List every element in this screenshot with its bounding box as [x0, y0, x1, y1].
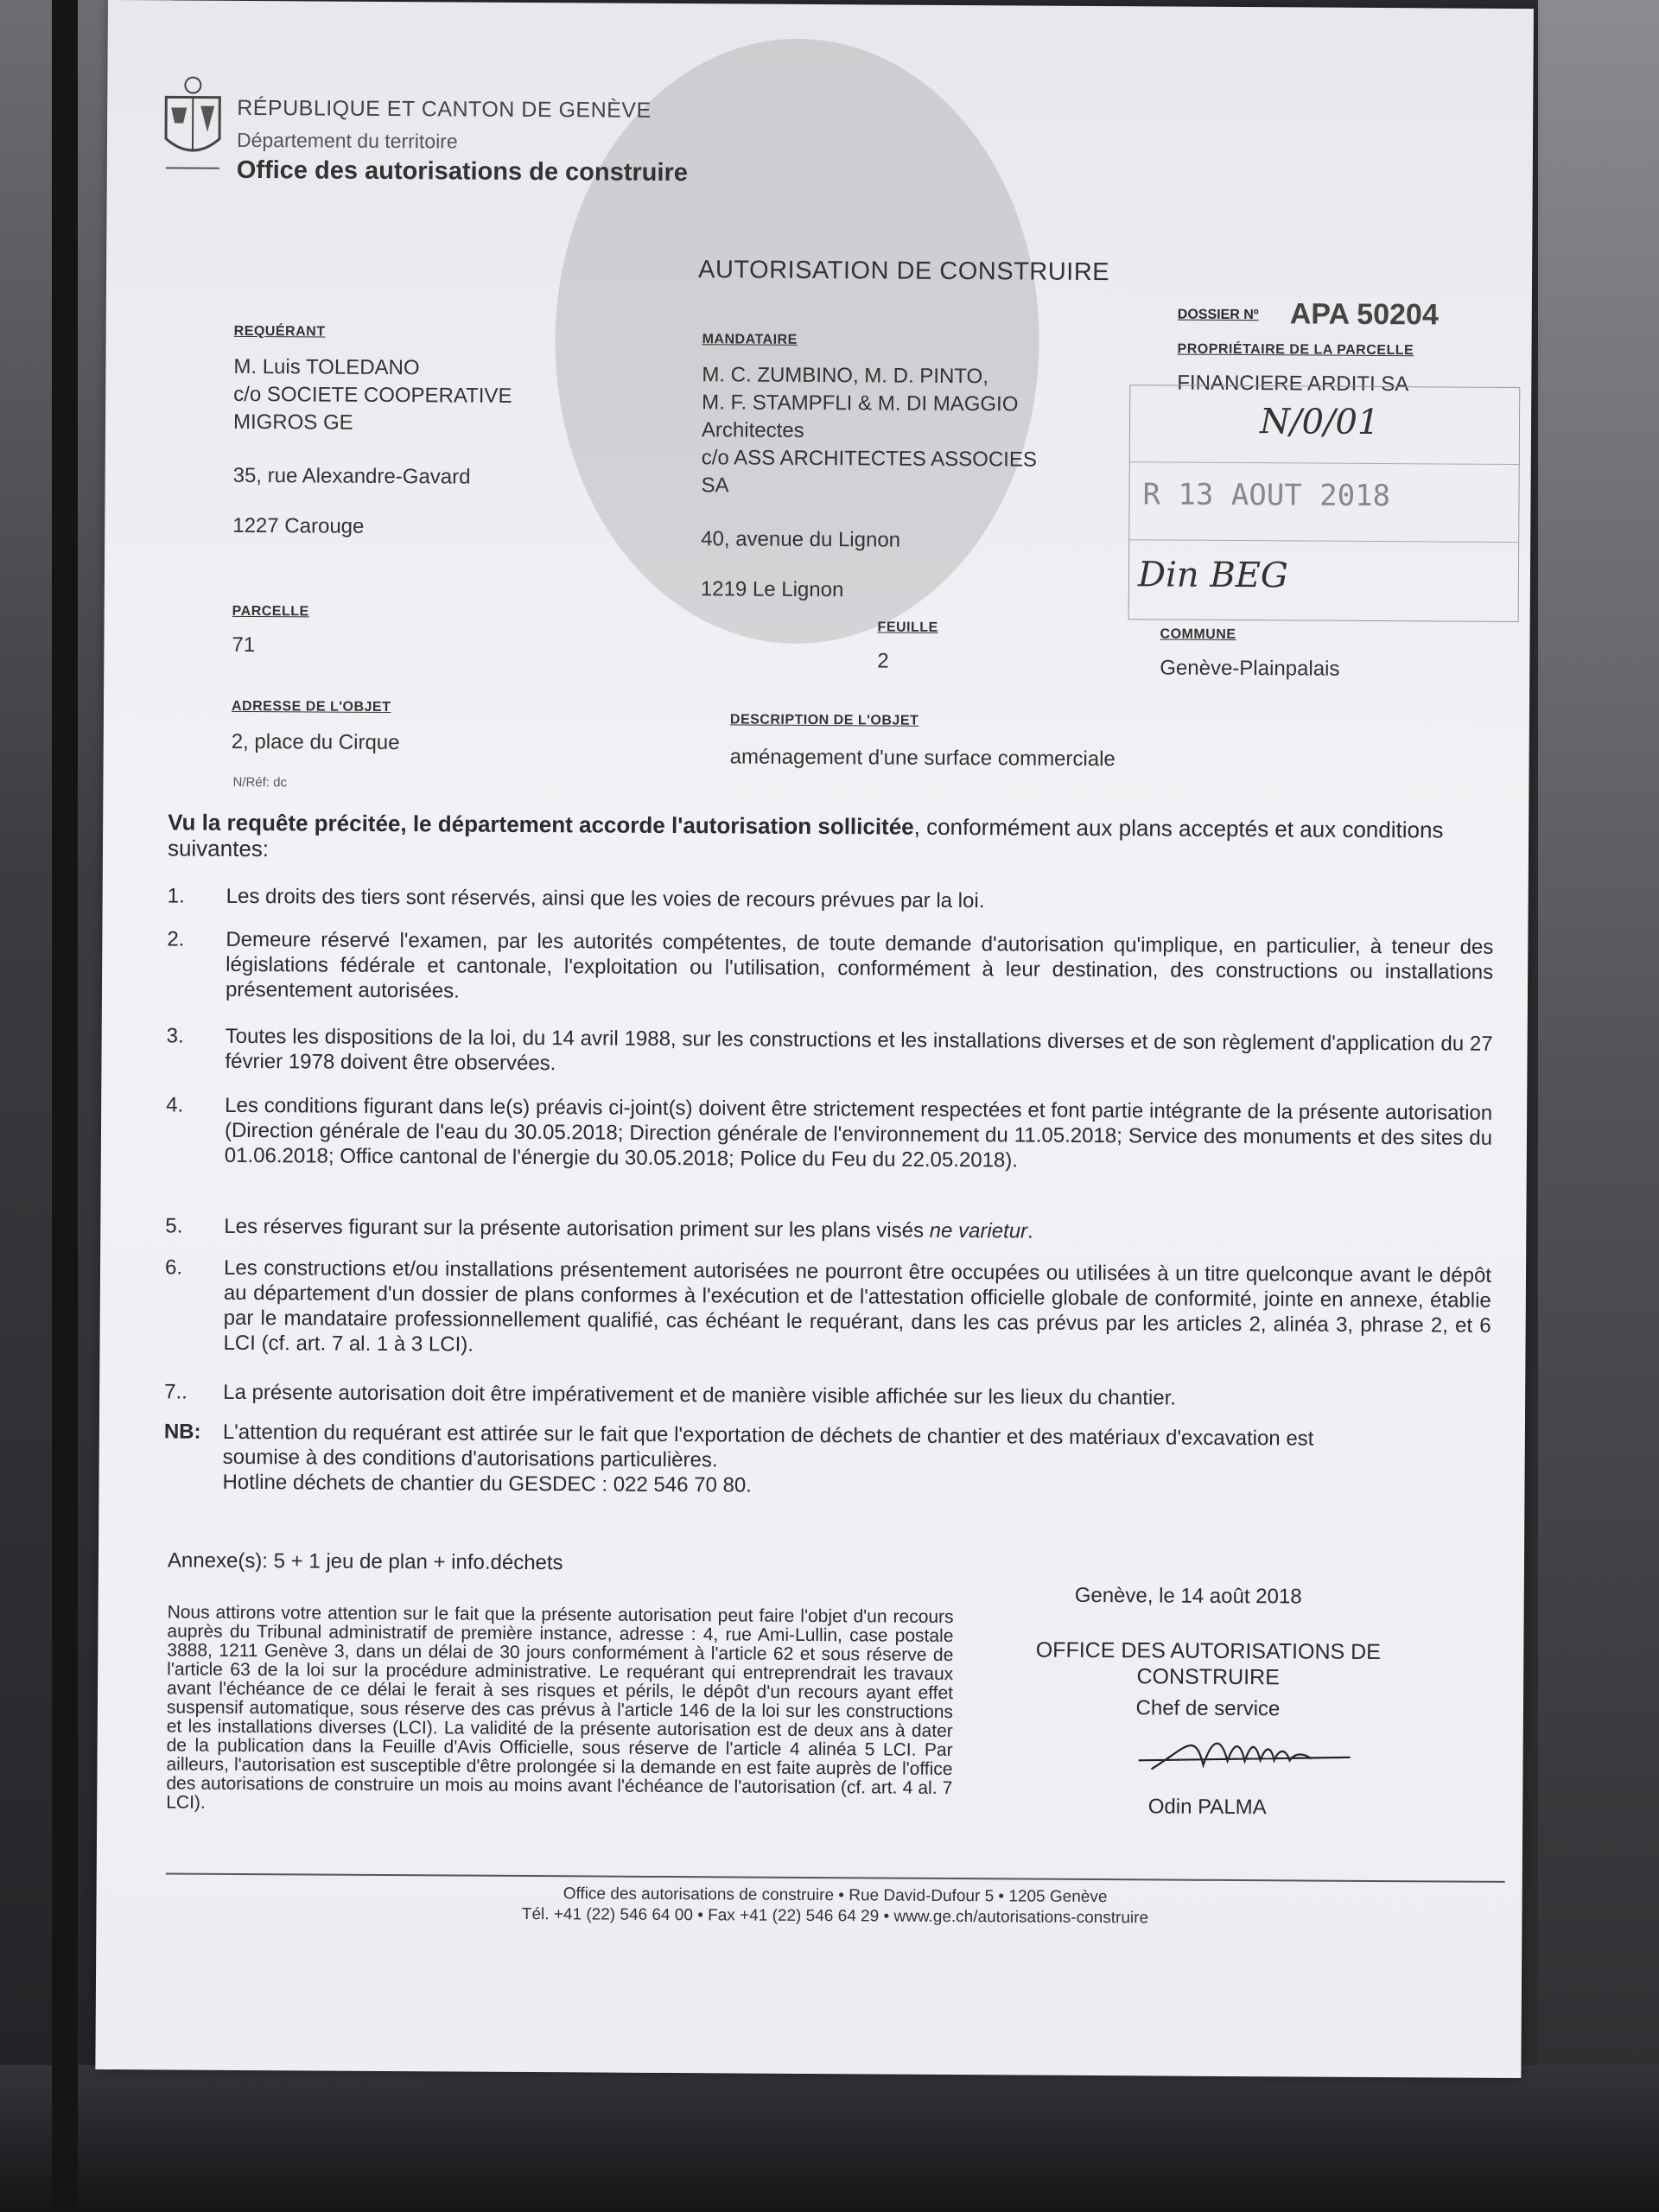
- handwritten-signature: [1134, 1721, 1358, 1792]
- geneva-crest-icon: [157, 71, 229, 175]
- requerant-line: M. Luis TOLEDANO: [233, 354, 420, 380]
- footer-rule: [166, 1872, 1505, 1882]
- mandataire-line: SA: [701, 474, 729, 498]
- requerant-line: c/o SOCIETE COOPERATIVE: [233, 382, 512, 408]
- condition-text: Demeure réservé l'examen, par les autorités compétentes, de toute demande d'autorisation qu'implique, en particulier, à teneur des législations fédérale et cantonale, l'exploitation ou l'utilisation, conformément à leur destination, des constructions ou installations présentement autorisées.: [225, 927, 1494, 1003]
- adresse-value: 2, place du Cirque: [231, 729, 400, 755]
- proprietaire-value: FINANCIERE ARDITI SA: [1177, 371, 1409, 397]
- mandataire-line: M. C. ZUMBINO, M. D. PINTO,: [702, 363, 989, 389]
- intro-rest: , conformément aux plans acceptés et aux conditions suivantes:: [167, 813, 1444, 862]
- background-bottom: [0, 2065, 1659, 2212]
- dossier-number: APA 50204: [1289, 297, 1439, 332]
- nb-hotline: Hotline déchets de chantier du GESDEC : 022 546 70 80.: [222, 1470, 752, 1497]
- header-republic: RÉPUBLIQUE ET CANTON DE GENÈVE: [237, 95, 652, 123]
- condition-number: 5.: [165, 1214, 183, 1238]
- condition-item: [164, 1379, 1491, 1412]
- condition-text: Toutes les dispositions de la loi, du 14 avril 1988, sur les constructions et les installations diverses et de son règlement d'application du 27 février 1978 doivent être observées.: [225, 1024, 1493, 1076]
- condition-item: [165, 1213, 1491, 1246]
- requerant-label: REQUÉRANT: [233, 323, 326, 340]
- mandataire-line: 40, avenue du Lignon: [701, 527, 901, 552]
- requerant-line: 1227 Carouge: [232, 513, 365, 538]
- condition-5-text: Les réserves figurant sur la présente autorisation priment sur les plans visés: [224, 1214, 925, 1243]
- parcelle-label: PARCELLE: [232, 603, 309, 620]
- condition-text: La présente autorisation doit être impérativement et de manière visible affichée sur les lieux du chantier.: [223, 1380, 1177, 1410]
- stamp-reference: N/0/01: [1259, 402, 1380, 442]
- condition-number: 1.: [167, 884, 185, 908]
- mandataire-label: MANDATAIRE: [702, 332, 798, 347]
- condition-item: [166, 1092, 1493, 1175]
- signatory-role: Chef de service: [1135, 1696, 1281, 1721]
- requerant-line: 35, rue Alexandre-Gavard: [232, 463, 471, 489]
- condition-item: [167, 926, 1494, 1009]
- signatory-office: OFFICE DES AUTORISATIONS DE CONSTRUIRE: [1035, 1637, 1381, 1690]
- header-department: Département du territoire: [236, 128, 458, 153]
- mandataire-block: [701, 361, 1038, 605]
- place-and-date: Genève, le 14 août 2018: [1074, 1583, 1302, 1609]
- condition-item: [166, 1023, 1492, 1081]
- mandataire-line: 1219 Le Lignon: [700, 577, 844, 602]
- description-value: aménagement d'une surface commerciale: [729, 745, 1116, 772]
- ne-varietur: ne varietur: [929, 1218, 1028, 1243]
- internal-reference: N/Réf: dc: [232, 774, 288, 791]
- signatory-name: Odin PALMA: [1147, 1795, 1267, 1820]
- requerant-block: [232, 353, 512, 542]
- background-right: [1538, 0, 1659, 2212]
- mandataire-line: M. F. STAMPFLI & M. DI MAGGIO: [702, 391, 1019, 416]
- header-office: Office des autorisations de construire: [236, 156, 689, 188]
- condition-text: Les constructions et/ou installations présentement autorisées ne pourront être occupées ou utilisées à un titre quelconque avant le dépôt au département d'un dossier de plans conformes à l'exécution et de l'attestation officielle globale de conformité, jointe en annexe, établie par le mandataire professionnellement qualifié, cas échéant le requérant, dans les cas prévus par les articles 2, alinéa 3, phrase 2, et 6 LCI (cf. art. 7 al. 1 à 3 LCI).: [223, 1255, 1492, 1357]
- mandataire-line: Architectes: [701, 418, 804, 442]
- condition-number: 3.: [166, 1024, 184, 1048]
- annex-line: Annexe(s): 5 + 1 jeu de plan + info.déchets: [167, 1548, 563, 1575]
- window-frame-left: [52, 0, 78, 2212]
- stamp-divider: [1130, 461, 1519, 465]
- feuille-label: FEUILLE: [877, 620, 938, 635]
- nb-label: NB:: [163, 1420, 201, 1444]
- requerant-line: MIGROS GE: [232, 410, 353, 435]
- description-label: DESCRIPTION DE L'OBJET: [729, 712, 919, 728]
- commune-label: COMMUNE: [1160, 626, 1236, 642]
- adresse-label: ADRESSE DE L'OBJET: [231, 698, 391, 715]
- condition-text: Les droits des tiers sont réservés, ainsi que les voies de recours prévues par la loi.: [226, 884, 985, 913]
- commune-value: Genève-Plainpalais: [1160, 656, 1340, 681]
- stamp-received-date: R 13 AOUT 2018: [1142, 477, 1391, 514]
- condition-number: 7..: [164, 1380, 188, 1404]
- intro-bold: Vu la requête précitée, le département accorde l'autorisation sollicitée: [168, 809, 914, 840]
- appeal-notice: Nous attirons votre attention sur le fait que la présente autorisation peut faire l'objet d'un recours auprès du Tribunal administratif de première instance, adresse : 4, rue Ami-Lullin, case postale 3888, 1211 Genève 3, dans un délai de 30 jours conformément à l'article 62 et sous réserve de l'article 63 de la loi sur la procédure administrative. Le requérant qui entreprendrait les travaux avant l'échéance de ce délai le ferait à ses risques et périls, le dépôt d'un recours ayant effet suspensif automatique, sous réserve des cas prévus à l'article 146 de la loi sur les constructions et les installations diverses (LCI). La validité de la présente autorisation est de deux ans à dater de la publication dans la Feuille d'Avis Officielle, sous réserve de l'article 4 alinéa 5 LCI. Par ailleurs, l'autorisation est susceptible d'être prolongée si la demande en est faite auprès de l'office des autorisations de construire un mois au moins avant l'échéance de l'autorisation (cf. art. 4 al. 7 LCI).: [166, 1602, 954, 1813]
- document-title: AUTORISATION DE CONSTRUIRE: [698, 256, 1110, 287]
- condition-text: Les conditions figurant dans le(s) préavis ci-joint(s) doivent être strictement respectées et font partie intégrante de la présente autorisation (Direction générale de l'eau du 30.05.2018; Direction générale de l'environnement du 11.05.2018; Service des monuments et des sites du 01.06.2018; Office cantonal de l'énergie du 30.05.2018; Police du Feu du 22.05.2018).: [224, 1093, 1493, 1173]
- condition-number: 2.: [167, 927, 185, 951]
- stamp-initials: Din BEG: [1137, 555, 1288, 596]
- condition-item: [164, 1255, 1491, 1363]
- condition-number: 6.: [164, 1255, 183, 1280]
- condition-5-end: .: [1027, 1219, 1033, 1243]
- authorization-document: [95, 0, 1534, 2078]
- nb-text: L'attention du requérant est attirée sur le fait que l'exportation de déchets de chantier et des matériaux d'excavation est soumise à des conditions d'autorisations particulières.: [222, 1420, 1314, 1472]
- feuille-value: 2: [877, 649, 889, 673]
- footer-address: Office des autorisations de construire • Rue David-Dufour 5 • 1205 Genève: [563, 1885, 1108, 1907]
- stamp-divider: [1129, 539, 1518, 543]
- condition-text: [224, 1214, 1491, 1247]
- intro-paragraph: [168, 809, 1494, 868]
- condition-number: 4.: [166, 1093, 184, 1117]
- parcelle-value: 71: [232, 632, 256, 658]
- nb-note: [163, 1419, 1491, 1502]
- mandataire-line: c/o ASS ARCHITECTES ASSOCIES: [701, 446, 1037, 472]
- proprietaire-label: PROPRIÉTAIRE DE LA PARCELLE: [1177, 341, 1414, 359]
- reception-stamp: [1128, 385, 1521, 622]
- dossier-label: DOSSIER Nº: [1177, 307, 1259, 323]
- footer-contact: Tél. +41 (22) 546 64 00 • Fax +41 (22) 546 64 29 • www.ge.ch/autorisations-construire: [521, 1904, 1149, 1928]
- condition-item: [168, 883, 1494, 916]
